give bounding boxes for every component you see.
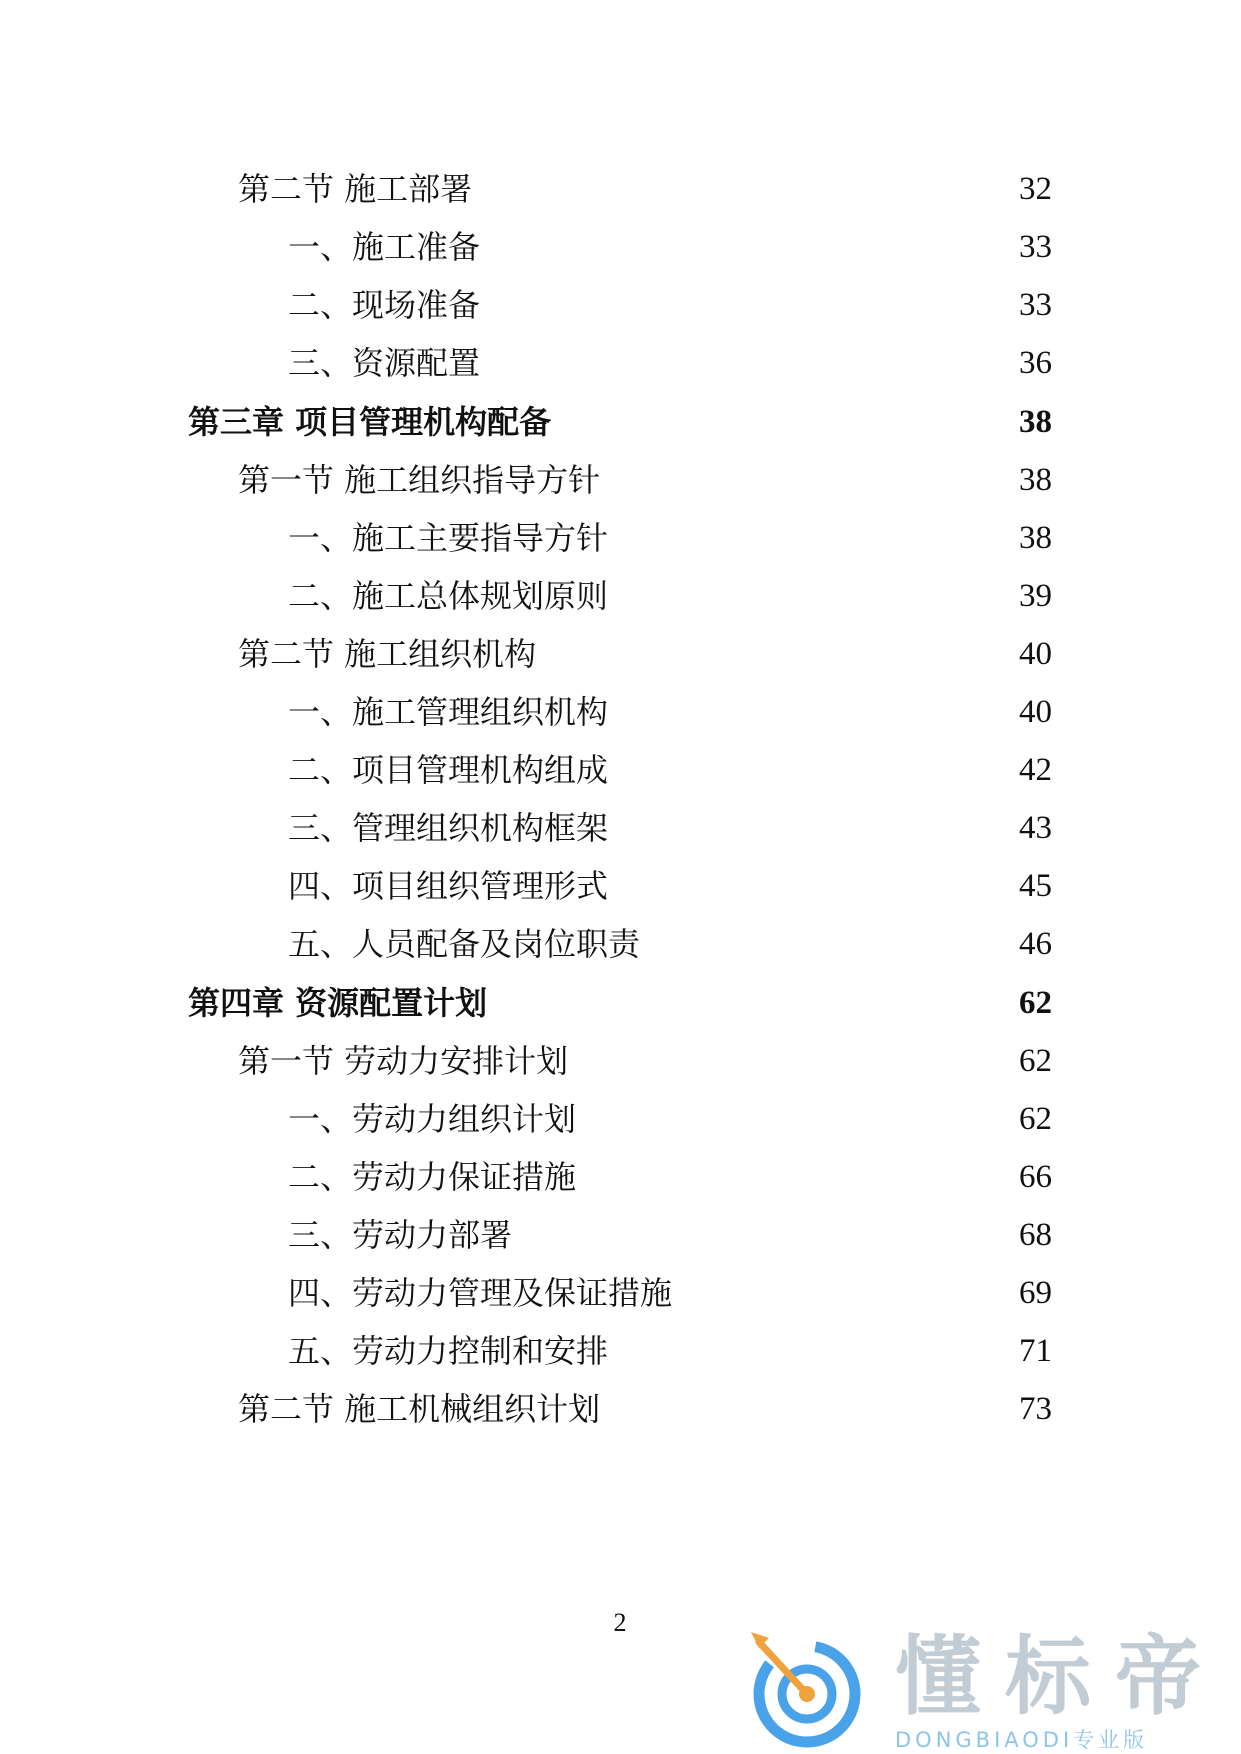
- toc-entry-title: 第二节 施工部署: [238, 170, 473, 208]
- toc-entry[interactable]: [288, 687, 1052, 737]
- toc-entry-title: 第二节 施工组织机构: [238, 635, 537, 673]
- target-logo-icon: [745, 1622, 875, 1754]
- toc-entry-page: 69: [1019, 1275, 1052, 1311]
- toc-entry-title: 一、劳动力组织计划: [288, 1100, 577, 1138]
- toc-entry-title: 二、劳动力保证措施: [288, 1158, 577, 1196]
- toc-entry-title: 五、劳动力控制和安排: [288, 1332, 609, 1370]
- toc-entry[interactable]: [238, 629, 1052, 679]
- toc-entry-page: 33: [1019, 287, 1052, 323]
- toc-entry[interactable]: [288, 513, 1052, 563]
- toc-chapter-page: 62: [1019, 985, 1052, 1021]
- toc-entry-title: 第二节 施工机械组织计划: [238, 1390, 601, 1428]
- toc-entry-title: 三、劳动力部署: [288, 1216, 513, 1254]
- toc-entry[interactable]: [288, 1094, 1052, 1144]
- toc-chapter-page: 38: [1019, 404, 1052, 440]
- toc-entry-page: 62: [1019, 1043, 1052, 1079]
- toc-entry-page: 33: [1019, 229, 1052, 265]
- toc-entry[interactable]: [288, 1152, 1052, 1202]
- toc-chapter-title: 第三章 项目管理机构配备: [188, 403, 552, 441]
- toc-entry[interactable]: [288, 338, 1052, 388]
- toc-entry[interactable]: [288, 280, 1052, 330]
- watermark: [745, 1622, 1235, 1754]
- toc-entry-page: 73: [1019, 1391, 1052, 1427]
- toc-entry-page: 71: [1019, 1333, 1052, 1369]
- toc-entry-page: 42: [1019, 752, 1052, 788]
- toc-entry-title: 二、项目管理机构组成: [288, 751, 609, 789]
- toc-entry[interactable]: [238, 455, 1052, 505]
- toc-entry-page: 62: [1019, 1101, 1052, 1137]
- toc-entry-page: 38: [1019, 520, 1052, 556]
- toc-chapter[interactable]: [188, 978, 1052, 1028]
- toc-entry-page: 43: [1019, 810, 1052, 846]
- page-number: 2: [613, 1608, 627, 1637]
- toc-entry[interactable]: [288, 919, 1052, 969]
- toc-entry-page: 39: [1019, 578, 1052, 614]
- toc-entry[interactable]: [288, 1326, 1052, 1376]
- watermark-subtitle: DONGBIAODI专业版: [895, 1728, 1149, 1752]
- toc-entry-title: 第一节 施工组织指导方针: [238, 461, 601, 499]
- toc-entry[interactable]: [238, 164, 1052, 214]
- toc-entry-page: 45: [1019, 868, 1052, 904]
- toc-entry[interactable]: [288, 861, 1052, 911]
- toc-entry[interactable]: [238, 1036, 1052, 1086]
- toc-entry-page: 46: [1019, 926, 1052, 962]
- toc-entry-title: 一、施工主要指导方针: [288, 519, 609, 557]
- toc-entry-title: 第一节 劳动力安排计划: [238, 1042, 569, 1080]
- toc-entry-page: 40: [1019, 694, 1052, 730]
- toc-chapter-title: 第四章 资源配置计划: [188, 984, 488, 1022]
- toc-entry[interactable]: [238, 1384, 1052, 1434]
- toc-entry[interactable]: [288, 222, 1052, 272]
- toc-entry-title: 二、施工总体规划原则: [288, 577, 609, 615]
- toc-entry-page: 36: [1019, 345, 1052, 381]
- toc-entry-page: 68: [1019, 1217, 1052, 1253]
- toc-entry-title: 四、项目组织管理形式: [288, 867, 609, 905]
- toc-entry-page: 40: [1019, 636, 1052, 672]
- toc-entry-page: 32: [1019, 171, 1052, 207]
- toc-entry-title: 五、人员配备及岗位职责: [288, 925, 641, 963]
- toc-entry[interactable]: [288, 1268, 1052, 1318]
- watermark-brand: 懂标帝: [895, 1627, 1225, 1727]
- toc-entry-title: 三、资源配置: [288, 344, 481, 382]
- toc-entry-title: 二、现场准备: [288, 286, 481, 324]
- toc-entry-title: 四、劳动力管理及保证措施: [288, 1274, 673, 1312]
- toc-entry[interactable]: [288, 571, 1052, 621]
- toc-entry[interactable]: [288, 1210, 1052, 1260]
- toc-entry-title: 一、施工准备: [288, 228, 481, 266]
- toc-entry-title: 三、管理组织机构框架: [288, 809, 609, 847]
- toc-entry-page: 38: [1019, 462, 1052, 498]
- toc-entry[interactable]: [288, 803, 1052, 853]
- toc-entry-title: 一、施工管理组织机构: [288, 693, 609, 731]
- toc-chapter[interactable]: [188, 397, 1052, 447]
- toc-entry[interactable]: [288, 745, 1052, 795]
- toc-entry-page: 66: [1019, 1159, 1052, 1195]
